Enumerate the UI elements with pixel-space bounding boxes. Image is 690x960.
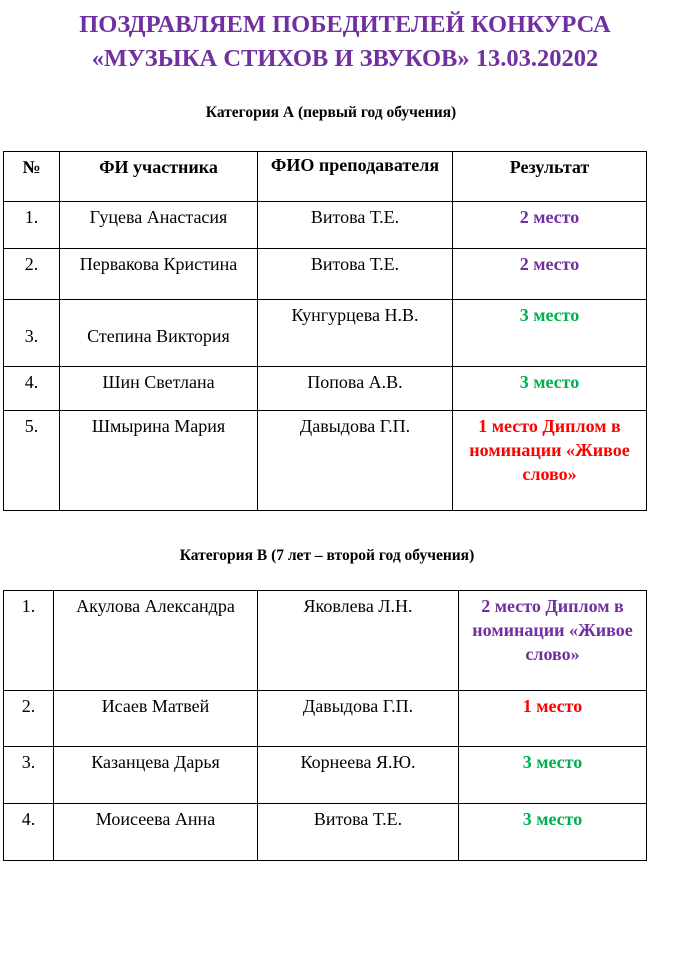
result: 3 место	[453, 300, 647, 367]
participant-name: Шин Светлана	[60, 367, 258, 411]
teacher-name: Витова Т.Е.	[258, 202, 453, 249]
result: 1 место Диплом в номинации «Живое слово»	[453, 411, 647, 511]
category-a-table	[3, 151, 647, 511]
table-row	[4, 367, 647, 411]
table-row	[4, 411, 647, 511]
table-row	[4, 747, 647, 804]
participant-name: Исаев Матвей	[54, 691, 258, 747]
teacher-name: Попова А.В.	[258, 367, 453, 411]
row-number: 3.	[4, 747, 54, 804]
participant-name: Первакова Кристина	[60, 249, 258, 300]
participant-name: Гуцева Анастасия	[60, 202, 258, 249]
column-header-participant: ФИ участника	[60, 152, 258, 202]
result: 3 место	[459, 804, 647, 861]
page-title	[0, 8, 690, 76]
category-a-title: Категория А (первый год обучения)	[205, 104, 457, 121]
table-row	[4, 804, 647, 861]
participant-name: Степина Виктория	[60, 300, 258, 367]
category-b-title: Категория В (7 лет – второй год обучения)	[179, 547, 475, 564]
teacher-name: Витова Т.Е.	[258, 804, 459, 861]
table-row	[4, 300, 647, 367]
row-number: 1.	[4, 591, 54, 691]
participant-name: Моисеева Анна	[54, 804, 258, 861]
teacher-name: Кунгурцева Н.В.	[258, 300, 453, 367]
result: 1 место	[459, 691, 647, 747]
row-number: 2.	[4, 691, 54, 747]
title-line-2: «МУЗЫКА СТИХОВ И ЗВУКОВ» 13.03.20202	[91, 45, 599, 72]
table-row	[4, 591, 647, 691]
result: 3 место	[453, 367, 647, 411]
table-header-row	[4, 152, 647, 202]
result: 2 место	[453, 202, 647, 249]
row-number: 4.	[4, 804, 54, 861]
column-header-number: №	[4, 152, 60, 202]
row-number: 2.	[4, 249, 60, 300]
participant-name: Шмырина Мария	[60, 411, 258, 511]
table-row	[4, 249, 647, 300]
row-number: 3.	[4, 300, 60, 367]
row-number: 1.	[4, 202, 60, 249]
table-row	[4, 202, 647, 249]
teacher-name: Витова Т.Е.	[258, 249, 453, 300]
column-header-result: Результат	[453, 152, 647, 202]
title-line-1: ПОЗДРАВЛЯЕМ ПОБЕДИТЕЛЕЙ КОНКУРСА	[79, 11, 611, 38]
row-number: 4.	[4, 367, 60, 411]
teacher-name: Давыдова Г.П.	[258, 691, 459, 747]
category-b-table	[3, 590, 647, 861]
participant-name: Казанцева Дарья	[54, 747, 258, 804]
result: 2 место	[453, 249, 647, 300]
result: 3 место	[459, 747, 647, 804]
result: 2 место Диплом в номинации «Живое слово»	[459, 591, 647, 691]
teacher-name: Яковлева Л.Н.	[258, 591, 459, 691]
table-row	[4, 691, 647, 747]
column-header-teacher: ФИО преподавателя	[258, 152, 453, 202]
teacher-name: Давыдова Г.П.	[258, 411, 453, 511]
participant-name: Акулова Александра	[54, 591, 258, 691]
teacher-name: Корнеева Я.Ю.	[258, 747, 459, 804]
row-number: 5.	[4, 411, 60, 511]
